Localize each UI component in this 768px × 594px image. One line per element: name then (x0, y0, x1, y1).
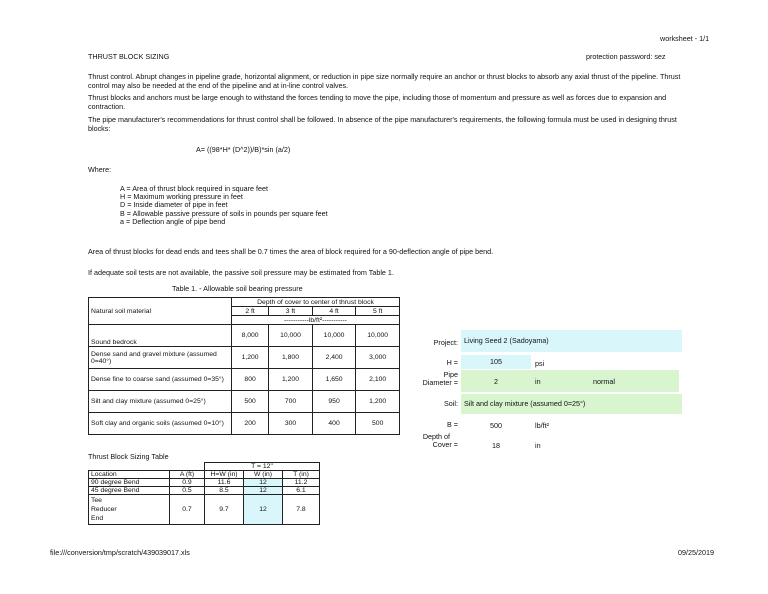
width-cell: 12 (244, 495, 283, 525)
thickness-cell: 6.1 (283, 487, 320, 495)
bearing-value: 300 (269, 413, 313, 435)
soil-label: Soil: (444, 399, 458, 408)
cover-unit: in (535, 441, 541, 450)
area-cell: 0.5 (170, 487, 205, 495)
soil-bearing-table (88, 297, 400, 435)
depth-5ft: 5 ft (356, 307, 400, 316)
formula: A= ((98*H* (D^2))/B)*sin (a/2) (196, 145, 291, 154)
bearing-value: 1,200 (232, 347, 269, 369)
width-cell: 12 (244, 487, 283, 495)
bearing-value: 3,000 (356, 347, 400, 369)
definition-b: B = Allowable passive pressure of soils in pounds per square feet (120, 209, 328, 218)
thickness-cell: 11.2 (283, 479, 320, 487)
table-row (89, 347, 400, 369)
thickness-cell: 7.8 (283, 495, 320, 525)
diameter-label-2: Diameter = (422, 378, 458, 387)
soil-material: Dense sand and gravel mixture (assumed 0=40°) (89, 347, 232, 369)
project-label: Project: (433, 338, 458, 347)
depth-header: Depth of cover to center of thrust block (232, 298, 400, 307)
bearing-value: 1,200 (356, 391, 400, 413)
soil-select[interactable]: Silt and clay mixture (assumed 0=25°) (461, 394, 682, 414)
definition-a: A = Area of thrust block required in square feet (120, 184, 269, 193)
location-cell: 90 degree Bend (89, 479, 170, 487)
bearing-value: 200 (232, 413, 269, 435)
pressure-input[interactable]: 105 (461, 355, 531, 369)
depth-3ft: 3 ft (269, 307, 313, 316)
definition-angle: a = Deflection angle of pipe bend (120, 217, 226, 226)
bearing-value: 700 (269, 391, 313, 413)
bearing-value: 8,000 (232, 325, 269, 347)
print-date: 09/25/2019 (678, 548, 714, 557)
worksheet-label: worksheet - 1/1 (660, 34, 710, 43)
bearing-value: 500 (232, 391, 269, 413)
definition-h: H = Maximum working pressure in feet (120, 192, 243, 201)
bearing-value: 2,400 (312, 347, 356, 369)
table-row (89, 495, 320, 525)
project-field[interactable]: Living Seed 2 (Sadoyama) (461, 330, 682, 352)
diameter-label-1: Pipe (443, 370, 458, 379)
area-cell: 0.9 (170, 479, 205, 487)
table-row (89, 391, 400, 413)
file-path: file:///conversion/tmp/scratch/439039017.xls (50, 548, 190, 557)
cover-label-2: Cover = (432, 440, 458, 449)
bearing-value: 2,100 (356, 369, 400, 391)
area-header: A (ft) (170, 471, 205, 479)
location-header: Location (89, 471, 170, 479)
bearing-label: B = (447, 420, 458, 429)
table1-caption: Table 1. - Allowable soil bearing pressure (172, 284, 303, 293)
width-cell: 12 (244, 479, 283, 487)
soil-material: Dense fine to coarse sand (assumed 0=35°) (89, 369, 232, 391)
location-cell: 45 degree Bend (89, 487, 170, 495)
thickness-col-header: T (in) (283, 471, 320, 479)
cover-input[interactable]: 18 (492, 441, 500, 450)
area-cell: 0.7 (170, 495, 205, 525)
bearing-value: 400 (312, 413, 356, 435)
soil-material-header: Natural soil material (89, 298, 232, 325)
pressure-unit: psi (535, 359, 545, 368)
thrust-table-caption: Thrust Block Sizing Table (88, 452, 169, 461)
password-note: protection password: sez (586, 52, 666, 61)
soil-material: Silt and clay mixture (assumed 0=25°) (89, 391, 232, 413)
hw-cell: 11.6 (205, 479, 244, 487)
bearing-value: 500 (356, 413, 400, 435)
bearing-value: 950 (312, 391, 356, 413)
bearing-value: 1,200 (269, 369, 313, 391)
hw-header: H=W (in) (205, 471, 244, 479)
table-row (89, 487, 320, 495)
table-row (89, 413, 400, 435)
soil-material: Soft clay and organic soils (assumed 0=10°) (89, 413, 232, 435)
bearing-value: 1,650 (312, 369, 356, 391)
hw-cell: 8.5 (205, 487, 244, 495)
table-row (89, 325, 400, 347)
bearing-unit: lb/ft² (535, 421, 549, 430)
soil-material: Sound bedrock (89, 325, 232, 347)
cover-label-1: Depth of (422, 432, 450, 441)
bearing-value: 10,000 (312, 325, 356, 347)
depth-2ft: 2 ft (232, 307, 269, 316)
diameter-note: normal (593, 377, 615, 386)
bearing-value: 800 (232, 369, 269, 391)
pressure-label: H = (446, 358, 458, 367)
paragraph-manufacturer: The pipe manufacturer's recommendations for thrust control shall be followed. In absence of the pipe manufacturer's requirements, the following formula must be used in designing thrust blocks: (88, 115, 677, 133)
table-row (89, 479, 320, 487)
bearing-value: 1,800 (269, 347, 313, 369)
page-title: THRUST BLOCK SIZING (88, 52, 170, 61)
bearing-value: 10,000 (356, 325, 400, 347)
diameter-input[interactable]: 2 (494, 377, 498, 386)
units-row: -----------lb/ft²----------- (232, 316, 400, 325)
width-header: W (in) (244, 471, 283, 479)
paragraph-thrust-blocks: Thrust blocks and anchors must be large enough to withstand the forces tending to move the pipe, including those of momentum and pressure as well as forces due to expansion and contraction. (88, 93, 667, 111)
location-cell: Tee Reducer End (89, 495, 170, 525)
thrust-block-table (88, 462, 320, 525)
paragraph-thrust-control: Thrust control. Abrupt changes in pipeline grade, horizontal alignment, or reduction in pipe size normally require an anchor or thrust blocks to absorb any axial thrust of the pipeline. Thrust control may also be needed at the end of the pipeline and at in-line control valves. (88, 72, 681, 90)
diameter-unit: in (535, 377, 541, 386)
depth-4ft: 4 ft (312, 307, 356, 316)
definition-d: D = Inside diameter of pipe in feet (120, 200, 228, 209)
bearing-value: 10,000 (269, 325, 313, 347)
note-dead-ends: Area of thrust blocks for dead ends and tees shall be 0.7 times the area of block required for a 90-deflection angle of pipe bend. (88, 247, 494, 256)
hw-cell: 9.7 (205, 495, 244, 525)
bearing-output: 500 (490, 421, 502, 430)
thickness-header: T = 12" (205, 463, 320, 471)
note-soil-tests: If adequate soil tests are not available, the passive soil pressure may be estimated from Table 1. (88, 268, 394, 277)
table-row (89, 369, 400, 391)
where-label: Where: (88, 165, 112, 174)
